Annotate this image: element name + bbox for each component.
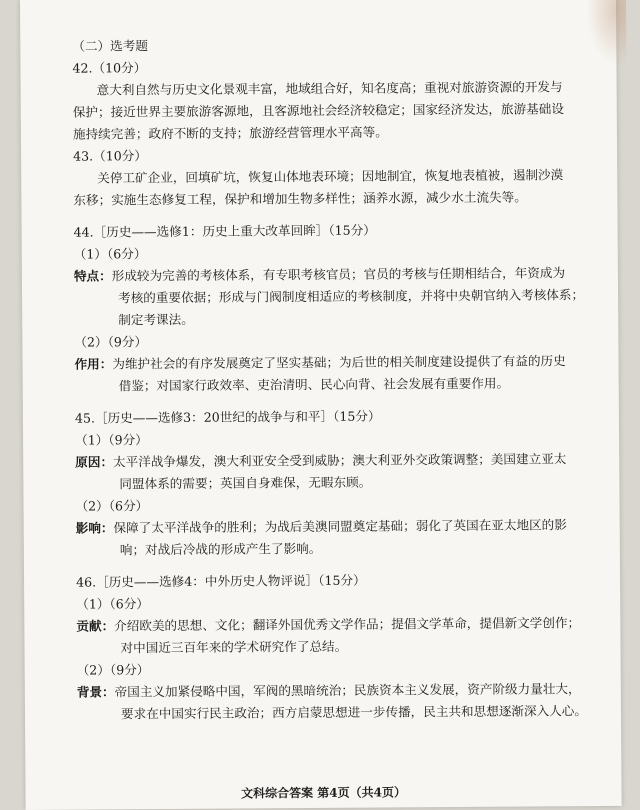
q45-part2-line-1: 影响：保障了太平洋战争的胜利；为战后美澳同盟奠定基础；弱化了英国在亚太地区的影 (75, 517, 567, 536)
q43-line-1: 关停工矿企业，回填矿坑，恢复山体地表环境；因地制宜，恢复地表植被，遏制沙漠 (97, 167, 564, 186)
q46-part1-line-1: 贡献：介绍欧美的思想、文化；翻译外国优秀文学作品；提倡文学革命，提倡新文学创作； (76, 615, 581, 634)
page-footer: 文科综合答案 第4页（共4页） (241, 785, 407, 801)
q45-part1-line-2: 同盟体系的需要；英国自身难保，无暇东顾。 (119, 474, 372, 492)
q45-part2-label: 影响： (75, 520, 114, 536)
q44-part2-label: 作用： (74, 356, 113, 372)
q45-heading: 45.［历史——选修3：20世纪的战争与和平］（15分） (74, 408, 381, 426)
answer-sheet-page (20, 0, 622, 810)
q42-line-2: 保护；接近世界主要旅游客源地，且客源地社会经济较稳定；国家经济发达，旅游基础设 (72, 101, 564, 120)
page-content (72, 32, 597, 726)
q45-part1-line-1: 原因：太平洋战争爆发，澳大利亚安全受到威胁；澳大利亚外交政策调整；美国建立亚太 (75, 451, 567, 470)
q44-heading: 44.［历史——选修1：历史上重大改革回眸］（15分） (73, 222, 376, 240)
q44-part2-line-1: 作用：为维护社会的有序发展奠定了坚实基础；为后世的相关制度建设提供了有益的历史 (74, 353, 566, 372)
q46-part2-heading: （2）（9分） (76, 662, 150, 678)
q44-part2-heading: （2）（9分） (74, 334, 148, 350)
q46-part1-line-2: 对中国近三百年来的学术研究作了总结。 (120, 638, 348, 656)
q45-part1-label: 原因： (75, 454, 114, 470)
q42-line-1: 意大利自然与历史文化景观丰富，地域组合好，知名度高；重视对旅游资源的开发与 (96, 79, 563, 98)
q46-part2-line-2: 要求在中国实行民主政治；西方启蒙思想进一步传播，民主共和思想逐渐深入人心。 (120, 703, 587, 722)
q44-part1-line-1: 特点：形成较为完善的考核体系，有专职考核官员；官员的考核与任期相结合，年资成为 (73, 265, 566, 284)
q44-part1-line-3: 制定考课法。 (118, 311, 194, 328)
q46-part2-line-1: 背景：帝国主义加紧侵略中国，军阀的黑暗统治；民族资本主义发展，资产阶级力量壮大， (76, 681, 581, 700)
q44-part2-line-2: 借鉴；对国家行政效率、吏治清明、民心向背、社会发展有重要作用。 (118, 375, 510, 394)
q44-part1-heading: （1）（6分） (73, 246, 147, 262)
q46-part1-label: 贡献： (76, 618, 115, 634)
q42-heading: 42.（10分） (72, 60, 147, 76)
q46-part2-label: 背景： (76, 684, 115, 700)
q43-line-2: 东移；实施生态修复工程，保护和增加生物多样性；涵养水源，减少水土流失等。 (73, 189, 527, 208)
q44-part1-label: 特点： (73, 268, 112, 284)
q46-heading: 46.［历史——选修4：中外历史人物评说］（15分） (76, 572, 366, 590)
q45-part2-heading: （2）（6分） (75, 498, 149, 514)
q46-part1-heading: （1）（6分） (76, 596, 149, 612)
q44-part1-line-2: 考核的重要依据；形成与门阀制度相适应的考核制度，并将中央朝官纳入考核体系； (118, 287, 585, 306)
q43-heading: 43.（10分） (73, 148, 147, 164)
q45-part2-line-2: 响；对战后冷战的形成产生了影响。 (119, 540, 322, 558)
q45-part1-heading: （1）（9分） (75, 432, 148, 448)
q42-line-3: 施持续完善；政府不断的支持；旅游经营管理水平高等。 (72, 124, 388, 142)
section-title: （二）选考题 (72, 38, 148, 54)
